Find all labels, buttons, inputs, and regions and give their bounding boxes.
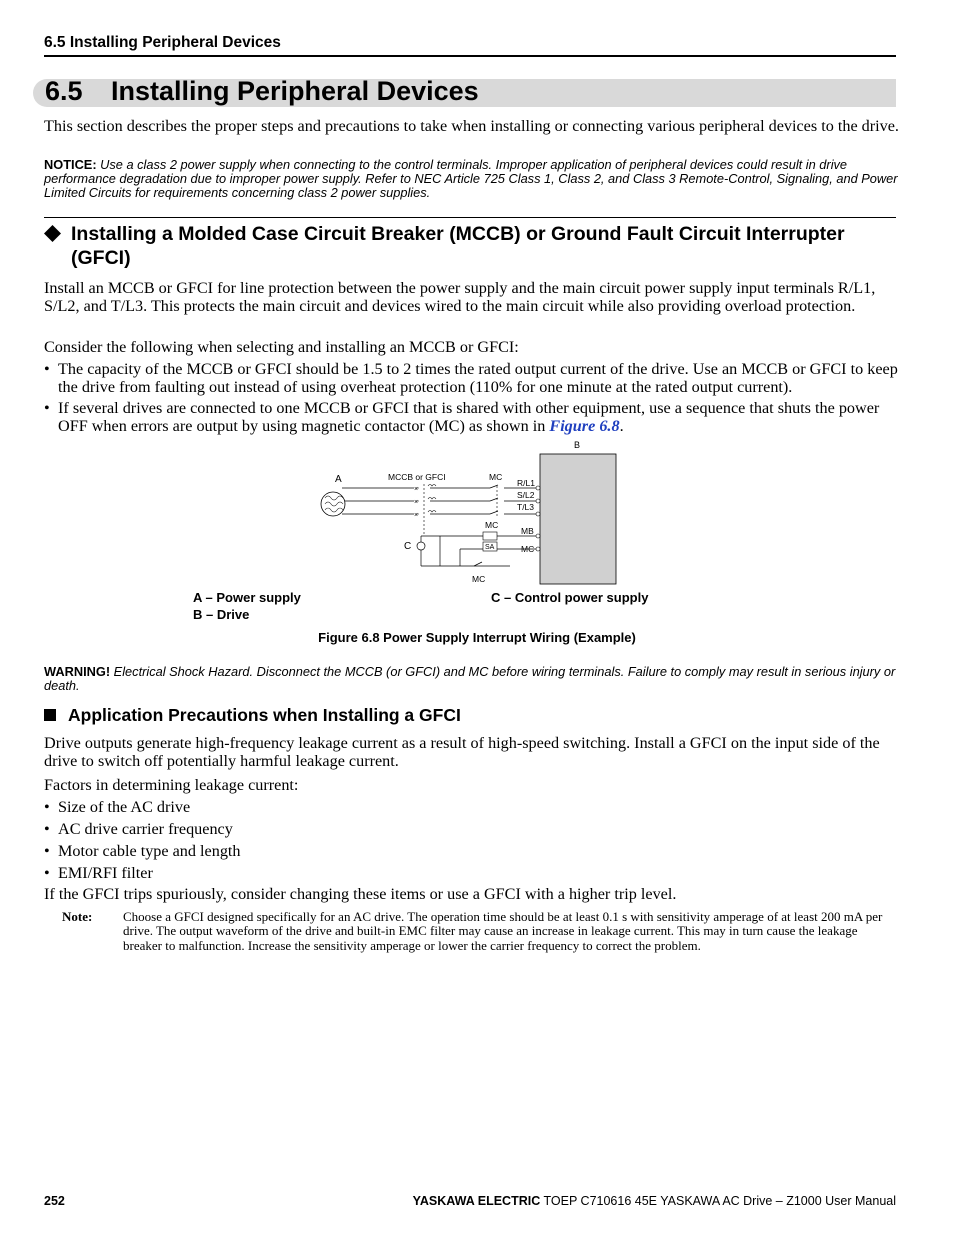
precautions-title: Application Precautions when Installing a GFCI — [68, 705, 461, 725]
legend-c: C – Control power supply — [491, 590, 649, 605]
list-item — [44, 798, 900, 816]
bullet-icon: • — [44, 360, 50, 378]
notice-block — [44, 158, 900, 201]
bullet-text — [44, 399, 900, 435]
legend-b: B – Drive — [193, 607, 250, 622]
label-mc-main: MC — [489, 472, 503, 482]
label-sa: SA — [485, 544, 495, 551]
label-a: A — [335, 474, 342, 485]
bullet-icon: • — [44, 798, 50, 816]
section-title-text: Installing Peripheral Devices — [111, 76, 479, 106]
footer-doc — [413, 1194, 896, 1208]
bullet-icon: • — [44, 842, 50, 860]
list-item — [44, 399, 900, 435]
diamond-bullet-icon — [44, 225, 61, 242]
label-r: R/L1 — [517, 478, 535, 488]
legend-a: A – Power supply — [193, 590, 301, 605]
svg-text:×: × — [414, 512, 419, 519]
precautions-heading — [44, 705, 461, 726]
note-text: Choose a GFCI designed specifically for an AC drive. The operation time should be at least 0.1 s with sensitivity amperage of at least 200 mA per drive. The output waveform of the drive and built-in EMC filter may cause an increase in leakage current. This may in turn cause the leakage breaker to malfunction. Increase the sensitivity amperage or lower the carrier frequency to correct the problem. — [123, 909, 883, 953]
leakage-paragraph: Drive outputs generate high-frequency leakage current as a result of high-speed switching. Install a GFCI on the input side of the drive to switch off potentially harmful leakage current. — [44, 734, 880, 770]
wiring-diagram — [320, 436, 620, 586]
page-number: 252 — [44, 1194, 65, 1208]
subsection-heading — [44, 222, 900, 270]
label-t: T/L3 — [517, 502, 535, 512]
subsection-title: Installing a Molded Case Circuit Breaker (MCCB) or Ground Fault Circuit Interrupter (GFCI) — [71, 223, 845, 269]
bullet-icon: • — [44, 399, 50, 417]
warning-label: WARNING! — [44, 664, 111, 679]
label-mc-terminal: MC — [521, 544, 535, 554]
mccb-paragraph: Install an MCCB or GFCI for line protection between the power supply and the main circuit power supply input terminals R/L1, S/L2, and T/L3. This protects the main circuit and devices wired to the main circuit while also providing overload protection. — [44, 279, 876, 315]
trip-paragraph: If the GFCI trips spuriously, consider changing these items or use a GFCI with a higher trip level. — [44, 885, 677, 903]
warning-text: Electrical Shock Hazard. Disconnect the MCCB (or GFCI) and MC before wiring terminals. Failure to comply may result in serious injury or death. — [44, 664, 896, 694]
list-item — [44, 360, 900, 396]
label-s: S/L2 — [517, 490, 535, 500]
section-title — [45, 76, 479, 107]
label-c: C — [404, 541, 412, 552]
bullet-icon: • — [44, 864, 50, 882]
consider-paragraph: Consider the following when selecting and installing an MCCB or GFCI: — [44, 338, 519, 356]
figure-link[interactable]: Figure 6.8 — [549, 417, 620, 435]
bullet-text: The capacity of the MCCB or GFCI should be 1.5 to 2 times the rated output current of the drive. Use an MCCB or GFCI to keep the drive from faulting out instead of using overheat protection (110% for one minute at the rated output current). — [58, 360, 898, 396]
footer-doc-title: TOEP C710616 45E YASKAWA AC Drive – Z1000 User Manual — [543, 1194, 896, 1208]
note-block — [62, 910, 898, 953]
label-mc-aux: MC — [472, 574, 486, 584]
mc-coil — [483, 532, 497, 540]
svg-text:×: × — [414, 486, 419, 493]
running-head: 6.5 Installing Peripheral Devices — [44, 34, 281, 51]
list-item — [44, 842, 900, 860]
power-supply-symbol — [321, 492, 345, 516]
note-label: Note: — [62, 909, 93, 924]
drive-box — [540, 454, 616, 584]
bullet-text-end: . — [619, 417, 624, 435]
footer-brand: YASKAWA ELECTRIC — [412, 1194, 541, 1208]
list-item — [44, 864, 900, 882]
factor-text: EMI/RFI filter — [58, 864, 153, 882]
bullet-icon: • — [44, 820, 50, 838]
section-number: 6.5 — [45, 76, 83, 106]
figure-caption: Figure 6.8 Power Supply Interrupt Wiring (Example) — [318, 630, 636, 645]
control-power-symbol — [417, 542, 425, 550]
square-bullet-icon — [44, 709, 56, 721]
label-mccb: MCCB or GFCI — [388, 472, 446, 482]
svg-text:×: × — [414, 499, 419, 506]
label-b: B — [574, 440, 581, 450]
header-rule — [44, 55, 896, 57]
factor-text: Size of the AC drive — [58, 798, 191, 816]
factors-intro: Factors in determining leakage current: — [44, 776, 299, 794]
factor-text: AC drive carrier frequency — [58, 820, 233, 838]
notice-label: NOTICE: — [44, 157, 97, 172]
notice-text: Use a class 2 power supply when connecting to the control terminals. Improper application of peripheral devices could result in drive performance degradation due to improper power supply. Refer to NEC Article 725 Class 1, Class 2, and Class 3 Remote-Control, Signaling, and Power Limited Circuits for requirements concerning class 2 power supplies. — [44, 157, 898, 201]
label-mc-coil: MC — [485, 520, 499, 530]
subsection-rule — [44, 217, 896, 218]
label-mb: MB — [521, 526, 534, 536]
list-item — [44, 820, 900, 838]
warning-block — [44, 665, 900, 693]
intro-paragraph: This section describes the proper steps and precautions to take when installing or connecting various peripheral devices to the drive. — [44, 117, 899, 135]
factor-text: Motor cable type and length — [58, 842, 241, 860]
bullet-text-body: If several drives are connected to one MCCB or GFCI that is shared with other equipment, use a sequence that shuts the power OFF when errors are output by using magnetic contactor (MC) as shown in — [58, 399, 880, 435]
